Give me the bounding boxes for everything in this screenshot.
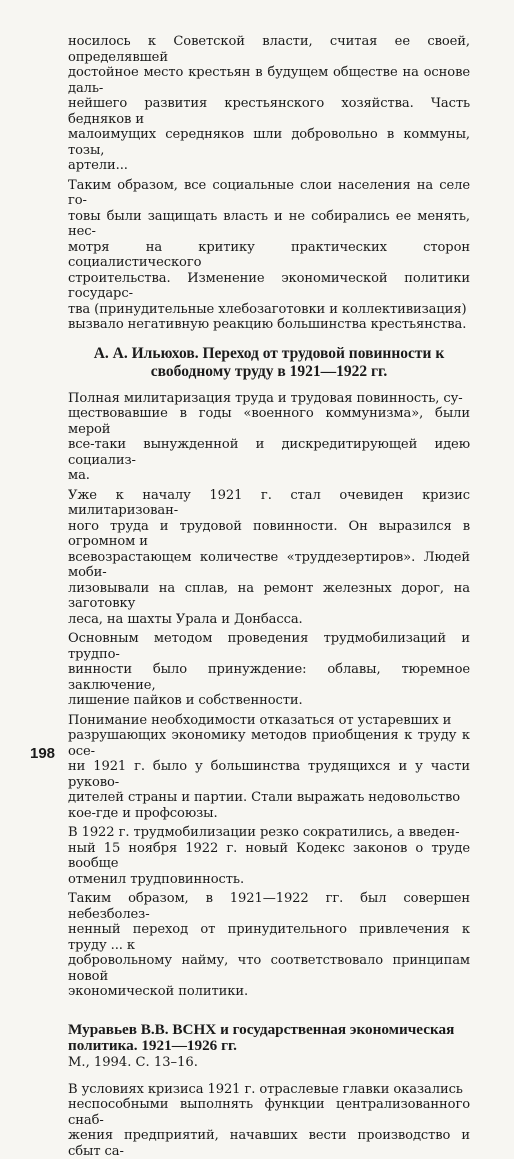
body-paragraph: В условиях кризиса 1921 г. отраслевые главки оказались неспособными выполнять функции централизованного снаб- жения предприятий, начавших вести производство и сбыт са- bbox=[68, 1082, 470, 1159]
bibliography-title: Муравьев В.В. ВСНХ и государственная экономическая политика. 1921—1926 гг. bbox=[68, 1022, 470, 1055]
body-paragraph: носилось к Советской власти, считая ее своей, определявшей достойное место крестьян в будущем обществе на основе даль- нейшего развития крестьянского хозяйства. Часть бедняков и малоимущих середняков шли добровольно в коммуны, тозы, артели... bbox=[68, 34, 470, 174]
bibliography-source: М., 1994. С. 13–16. bbox=[68, 1055, 470, 1070]
body-paragraph: Понимание необходимости отказаться от устаревших и разрушающих экономику методов приобщения к труду к осе- ни 1921 г. было у большинства трудящихся и у части руково- дителей страны и партии. Стали выражать недовольство кое-где и профсоюзы. bbox=[68, 713, 470, 822]
section-heading: А. А. Ильюхов. Переход от трудовой повинности к свободному труду в 1921—1922 гг. bbox=[68, 345, 470, 381]
body-paragraph: Уже к началу 1921 г. стал очевиден кризис милитаризован- ного труда и трудовой повинности. Он выразился в огромном и всевозрастающем количестве «труддезертиров». Людей моби- лизовывали на сплав, на ремонт железных дорог, на заготовку леса, на шахты Урала и Донбасса. bbox=[68, 488, 470, 628]
page-number: 198 bbox=[30, 745, 55, 762]
body-paragraph: Основным методом проведения трудмобилизаций и трудпо- винности было принуждение: облавы, тюремное заключение, лишение пайков и собственности. bbox=[68, 631, 470, 709]
body-paragraph: В 1922 г. трудмобилизации резко сократились, а введен- ный 15 ноября 1922 г. новый Кодекс законов о труде вообще отменил трудповинность. bbox=[68, 825, 470, 887]
body-paragraph: Таким образом, в 1921—1922 гг. был совершен небезболез- ненный переход от принудительного привлечения к труду ... к добровольному найму, что соответствовало принципам новой экономической политики. bbox=[68, 891, 470, 1000]
body-paragraph: Таким образом, все социальные слои населения на селе го- товы были защищать власть и не собирались ее менять, нес- мотря на критику практических сторон социалистического строительства. Изменение экономической политики государс- тва (принудительные хлебозаготовки и коллективизация) вызвало негативную реакцию большинства крестьянства. bbox=[68, 178, 470, 333]
body-paragraph: Полная милитаризация труда и трудовая повинность, су- ществовавшие в годы «военного коммунизма», были мерой все-таки вынужденной и дискредитирующей идею социализ- ма. bbox=[68, 391, 470, 484]
